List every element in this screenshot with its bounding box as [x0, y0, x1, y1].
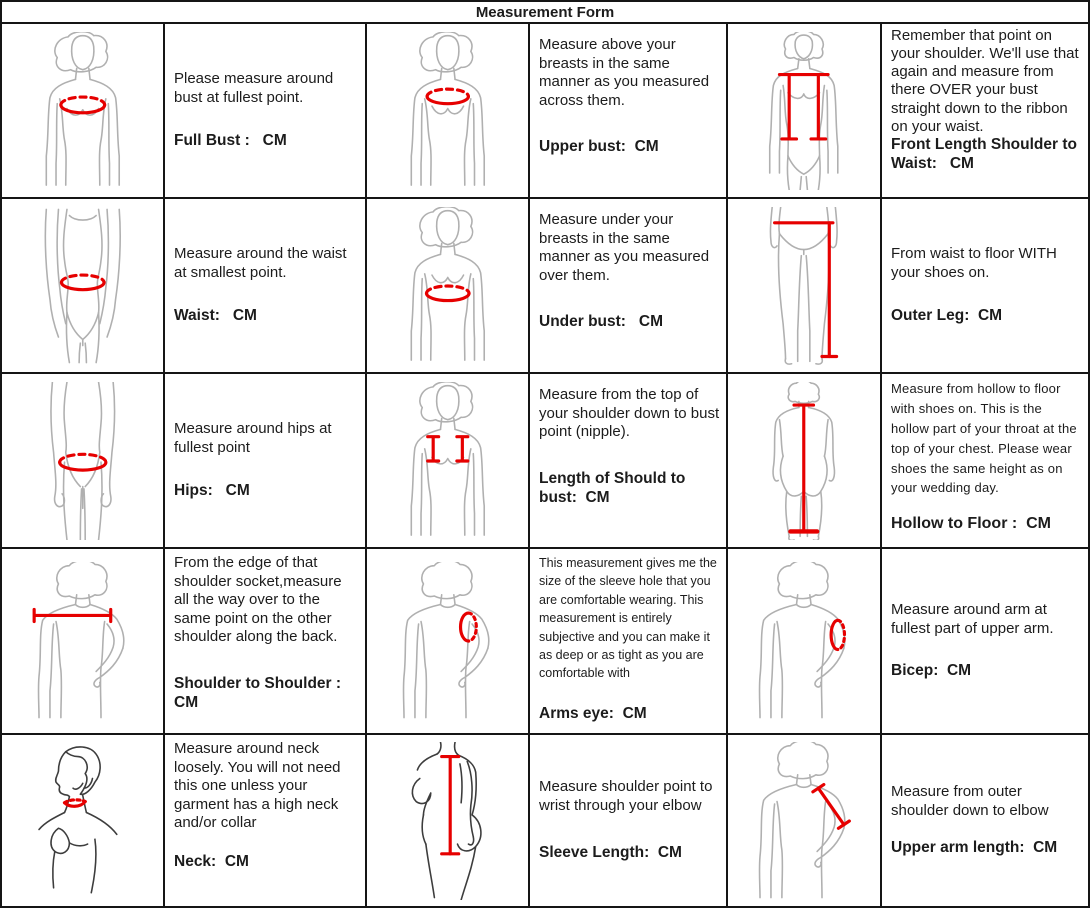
cell-figure-upper-bust [367, 24, 530, 199]
cell-figure-bicep [728, 549, 882, 735]
outer-leg-label: Outer Leg: CM [891, 306, 1003, 324]
arms-eye-instruction: This measurement gives me the size of the sleeve hole that you are comfortable wearing. This measurement is entirely subjective and you can make it as deep or as tight as you are comfortable with [539, 556, 717, 681]
upper-arm-length-figure-icon [743, 742, 865, 900]
form-title: Measurement Form [2, 2, 1088, 24]
bicep-figure-icon [743, 562, 865, 720]
waist-figure-icon [22, 207, 144, 365]
hollow-to-floor-label: Hollow to Floor : CM [891, 515, 1051, 533]
under-bust-label: Under bust: CM [539, 313, 663, 331]
cell-outer-leg [882, 199, 1088, 374]
hips-figure-icon [22, 382, 144, 540]
cell-figure-arms-eye [367, 549, 530, 735]
hollow-to-floor-instruction: Measure from hollow to floor with shoes on. This is the hollow part of your throat at the top of your chest. Please wear shoes the same height as on your wedding day. [891, 381, 1077, 496]
shoulder-to-bust-figure-icon [387, 382, 509, 540]
arms-eye-figure-icon [387, 562, 509, 720]
full-bust-figure-icon [22, 32, 144, 190]
cell-front-length [882, 24, 1088, 199]
front-length-label: Front Length Shoulder to Waist: CM [891, 135, 1082, 172]
upper-arm-length-label: Upper arm length: CM [891, 838, 1058, 856]
cell-waist [165, 199, 367, 374]
cell-shoulder-to-bust [530, 374, 728, 549]
neck-label: Neck: CM [174, 852, 249, 870]
cell-full-bust [165, 24, 367, 199]
cell-hips [165, 374, 367, 549]
cell-figure-hips [2, 374, 165, 549]
cell-figure-hollow-to-floor [728, 374, 882, 549]
cell-figure-shoulder-to-bust [367, 374, 530, 549]
outer-leg-instruction: From waist to floor WITH your shoes on. [891, 245, 1057, 282]
bicep-instruction: Measure around arm at fullest part of upper arm. [891, 600, 1054, 637]
cell-figure-full-bust [2, 24, 165, 199]
full-bust-instruction: Please measure around bust at fullest point. [174, 70, 334, 107]
sleeve-length-label: Sleeve Length: CM [539, 843, 682, 861]
cell-upper-bust [530, 24, 728, 199]
outer-leg-figure-icon [743, 207, 865, 365]
shoulder-to-bust-instruction: Measure from the top of your shoulder down to bust point (nipple). [539, 386, 720, 441]
hips-label: Hips: CM [174, 481, 250, 499]
upper-bust-label: Upper bust: CM [539, 138, 659, 156]
waist-instruction: Measure around the waist at smallest point. [174, 245, 347, 282]
cell-arms-eye [530, 549, 728, 735]
full-bust-label: Full Bust : CM [174, 131, 287, 149]
cell-figure-waist [2, 199, 165, 374]
front-length-instruction: Remember that point on your shoulder. We'll use that again and measure from there OVER your bust straight down to the ribbon on your waist. [891, 27, 1079, 135]
neck-figure-icon [22, 742, 144, 900]
cell-figure-neck [2, 735, 165, 906]
hollow-to-floor-figure-icon [743, 382, 865, 540]
cell-sleeve-length [530, 735, 728, 906]
under-bust-instruction: Measure under your breasts in the same manner as you measured over them. [539, 211, 710, 284]
upper-bust-figure-icon [387, 32, 509, 190]
cell-figure-under-bust [367, 199, 530, 374]
bicep-label: Bicep: CM [891, 662, 972, 680]
cell-bicep [882, 549, 1088, 735]
hips-instruction: Measure around hips at fullest point [174, 420, 332, 457]
shoulder-to-shoulder-figure-icon [22, 562, 144, 720]
arms-eye-label: Arms eye: CM [539, 704, 647, 722]
under-bust-figure-icon [387, 207, 509, 365]
cell-figure-shoulder-to-shoulder [2, 549, 165, 735]
cell-figure-upper-arm [728, 735, 882, 906]
cell-figure-sleeve-length [367, 735, 530, 906]
cell-hollow-to-floor [882, 374, 1088, 549]
shoulder-to-shoulder-instruction: From the edge of that shoulder socket,measure all the way over to the same point on the other shoulder along the back. [174, 554, 342, 646]
sleeve-length-instruction: Measure shoulder point to wrist through your elbow [539, 778, 713, 815]
shoulder-to-shoulder-label: Shoulder to Shoulder : CM [174, 674, 346, 711]
front-length-figure-icon [743, 32, 865, 190]
shoulder-to-bust-label: Length of Should to bust: CM [539, 469, 690, 506]
sleeve-length-figure-icon [387, 742, 509, 900]
cell-figure-front-length [728, 24, 882, 199]
cell-figure-outer-leg [728, 199, 882, 374]
cell-neck [165, 735, 367, 906]
cell-under-bust [530, 199, 728, 374]
waist-label: Waist: CM [174, 306, 257, 324]
neck-instruction: Measure around neck loosely. You will not need this one unless your garment has a high neck and/or collar [174, 740, 341, 832]
upper-bust-instruction: Measure above your breasts in the same manner as you measured across them. [539, 36, 710, 109]
cell-upper-arm-length [882, 735, 1088, 906]
cell-shoulder-to-shoulder [165, 549, 367, 735]
upper-arm-length-instruction: Measure from outer shoulder down to elbow [891, 783, 1049, 820]
